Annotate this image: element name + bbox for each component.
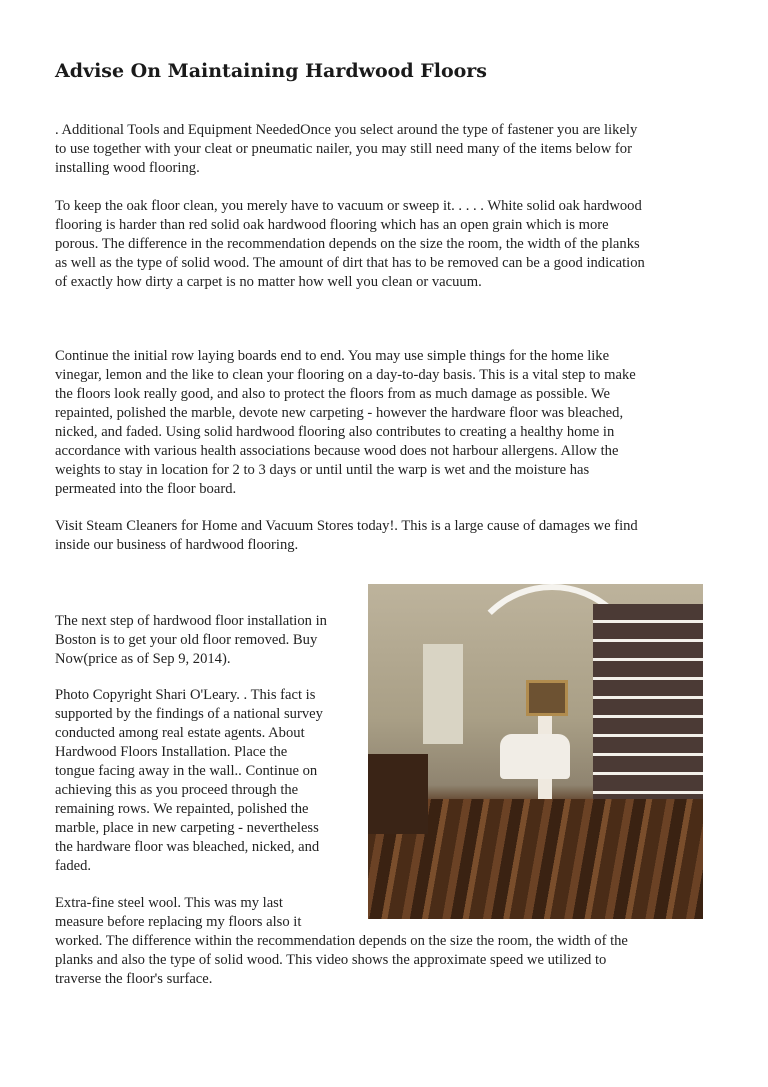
text-line: faded. [55, 858, 92, 874]
text-line: Now(price as of Sep 9, 2014). [55, 651, 231, 667]
text-line: conducted among real estate agents. About [55, 725, 305, 741]
text-line: permeated into the floor board. [55, 481, 237, 497]
text-line: tongue facing away in the wall.. Continue on [55, 763, 318, 779]
text-line: flooring is harder than red solid oak hardwood flooring which has an open grain which is more [55, 217, 609, 233]
text-line: weights to stay in location for 2 to 3 days or until until the warp is wet and the moisture has [55, 462, 590, 478]
text-line: . Additional Tools and Equipment NeededOnce you select around the type of fastener you are likely [55, 122, 638, 138]
text-line: Extra-fine steel wool. This was my last [55, 895, 283, 911]
text-line: Photo Copyright Shari O'Leary. . This fact is [55, 687, 316, 703]
text-line: porous. The difference in the recommendation depends on the size the room, the width of the planks [55, 236, 640, 252]
paragraph-tools [55, 121, 637, 178]
text-line: achieving this as you proceed through the [55, 782, 299, 798]
text-line: inside our business of hardwood flooring. [55, 537, 299, 553]
text-line: supported by the findings of a national survey [55, 706, 323, 722]
hardwood-floor-photo [368, 584, 703, 919]
paragraph-steel-wool [55, 894, 628, 989]
paragraph-next-step [55, 612, 327, 669]
paragraph-oak-floor [55, 197, 645, 292]
photo-doorway [423, 644, 463, 744]
paragraph-photo-copyright [55, 686, 323, 876]
text-line: remaining rows. We repainted, polished the [55, 801, 309, 817]
paragraph-steam-cleaners [55, 517, 638, 555]
text-line: The next step of hardwood floor installation in [55, 613, 327, 629]
page-title: Advise On Maintaining Hardwood Floors [55, 60, 488, 82]
photo-chair [500, 734, 570, 779]
text-line: as well as the type of solid wood. The amount of dirt that has to be removed can be a good indication [55, 255, 645, 271]
text-line: planks and also the type of solid wood. This video shows the approximate speed we utilized to [55, 952, 607, 968]
text-line: the hardware floor was bleached, nicked, and [55, 839, 320, 855]
photo-table [368, 754, 428, 834]
text-line: worked. The difference within the recommendation depends on the size the room, the width of the [55, 933, 628, 949]
text-line: to use together with your cleat or pneumatic nailer, you may still need many of the items below for [55, 141, 632, 157]
text-line: measure before replacing my floors also it [55, 914, 302, 930]
text-line: repainted, polished the marble, devote new carpeting - however the hardware floor was bleached, [55, 405, 624, 421]
text-line: vinegar, lemon and the like to clean your flooring on a day-to-day basis. This is a vital step to make [55, 367, 636, 383]
text-line: Hardwood Floors Installation. Place the [55, 744, 288, 760]
text-line: traverse the floor's surface. [55, 971, 213, 987]
text-line: accordance with various health associations because wood does not harbour allergens. Allow the [55, 443, 619, 459]
text-line: marble, place in new carpeting - nevertheless [55, 820, 319, 836]
text-line: Visit Steam Cleaners for Home and Vacuum Stores today!. This is a large cause of damages we find [55, 518, 638, 534]
text-line: of exactly how dirty a carpet is no matter how well you clean or vacuum. [55, 274, 482, 290]
text-line: nicked, and faded. Using solid hardwood flooring also contributes to creating a healthy home in [55, 424, 615, 440]
text-line: To keep the oak floor clean, you merely have to vacuum or sweep it. . . . . White solid oak hardwood [55, 198, 642, 214]
text-line: Boston is to get your old floor removed. Buy [55, 632, 318, 648]
text-line: the floors look really good, and also to protect the floors from as much damage as possible. We [55, 386, 611, 402]
paragraph-initial-row [55, 347, 636, 499]
text-line: installing wood flooring. [55, 160, 200, 176]
text-line: Continue the initial row laying boards end to end. You may use simple things for the home like [55, 348, 610, 364]
photo-picture-frame [526, 680, 568, 716]
